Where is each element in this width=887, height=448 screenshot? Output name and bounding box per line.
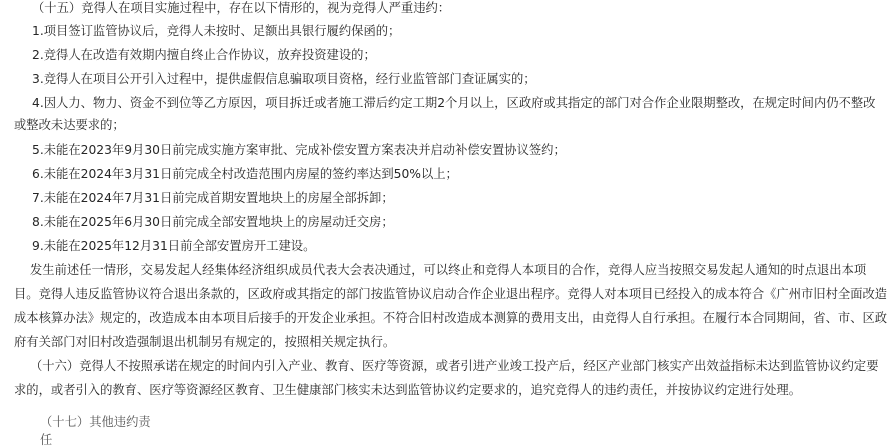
paragraph-line: 府有关部门对旧村改造强制退出机制另有规定的，按照相关规定执行。 xyxy=(14,335,396,349)
paragraph-line: 目。竞得人违反监管协议符合退出条款的，区政府或其指定的部门按监管协议启动合作企业退出程序。竞得人对本项目已经投入的成本符合《广州市旧村全面改造 xyxy=(14,287,887,301)
list-item-8: 8.未能在2025年6月30日前完成全部安置地块上的房屋动迁交房； xyxy=(32,215,394,229)
list-item-3: 3.竞得人在项目公开引入过程中，提供虚假信息骗取项目资格，经行业监管部门查证属实的； xyxy=(32,72,536,86)
list-item-9: 9.未能在2025年12月31日前全部安置房开工建设。 xyxy=(32,239,316,253)
paragraph-line: 发生前述任一情形，交易发起人经集体经济组织成员代表大会表决通过，可以终止和竞得人本项目的合作，竞得人应当按照交易发起人通知的时点退出本项 xyxy=(30,263,867,277)
list-item-1: 1.项目签订监管协议后，竞得人未按时、足额出具银行履约保函的； xyxy=(32,24,401,38)
list-item-5: 5.未能在2023年9月30日前完成实施方案审批、完成补偿安置方案表决并启动补偿安置协议签约； xyxy=(32,143,566,157)
list-item-6: 6.未能在2024年3月31日前完成全村改造范围内房屋的签约率达到50%以上； xyxy=(32,167,458,181)
list-item-2: 2.竞得人在改造有效期内擅自终止合作协议，放弃投资建设的； xyxy=(32,48,376,62)
clause-17-heading-cut: （十七）其他违约责任 xyxy=(40,415,151,448)
clause-16-line: （十六）竞得人不按照承诺在规定的时间内引入产业、教育、医疗等资源，或者引进产业竣工投产后，经区产业部门核实产出效益指标未达到监管协议约定要 xyxy=(30,359,879,373)
clause-15-heading: （十五）竞得人在项目实施过程中，存在以下情形的，视为竞得人严重违约： xyxy=(32,1,451,15)
list-item-4-continued: 或整改未达要求的； xyxy=(14,118,125,132)
list-item-7: 7.未能在2024年7月31日前完成首期安置地块上的房屋全部拆卸； xyxy=(32,191,394,205)
list-item-4: 4.因人力、物力、资金不到位等乙方原因，项目拆迁或者施工滞后约定工期2个月以上，区政府或其指定的部门对合作企业限期整改，在规定时间内仍不整改 xyxy=(32,96,876,110)
paragraph-line: 成本核算办法》规定的，改造成本由本项目后接手的开发企业承担。不符合旧村改造成本测算的费用支出，由竞得人自行承担。在履行本合同期间，省、市、区政 xyxy=(14,311,887,325)
clause-16-line: 求的，或者引入的教育、医疗等资源经区教育、卫生健康部门核实未达到监管协议约定要求的，追究竞得人的违约责任，并按协议约定进行处理。 xyxy=(14,383,802,397)
